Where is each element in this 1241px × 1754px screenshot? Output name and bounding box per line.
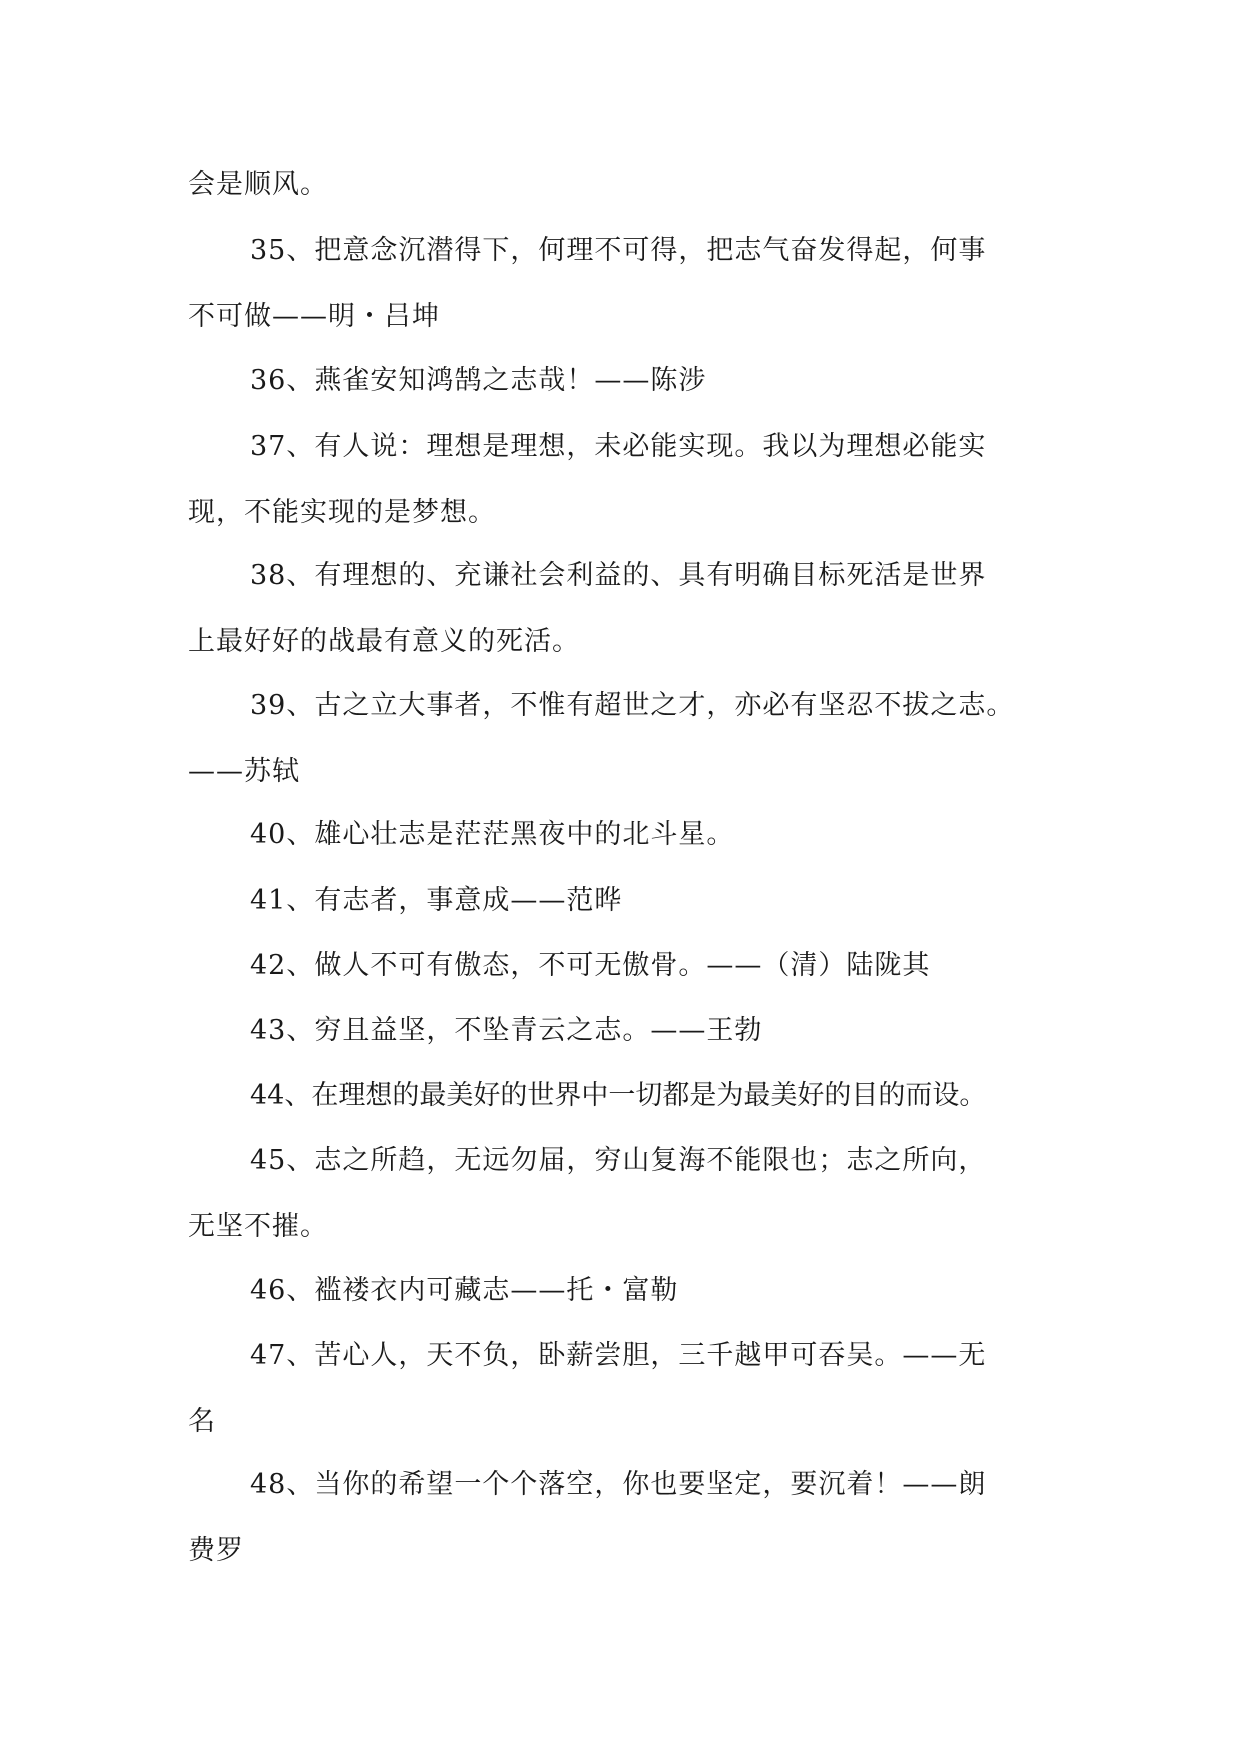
text-line: 37、有人说：理想是理想，未必能实现。我以为理想必能实 — [250, 431, 987, 462]
text-line: 38、有理想的、充谦社会利益的、具有明确目标死活是世界 — [250, 560, 987, 591]
text-line: 上最好好的战最有意义的死活。 — [188, 626, 580, 657]
quote-45 — [188, 1128, 1068, 1260]
quote-46 — [188, 1258, 1068, 1324]
quote-36 — [188, 348, 1068, 414]
quote-39 — [188, 673, 1068, 805]
quote-48 — [188, 1452, 1068, 1584]
quote-44 — [188, 1063, 1068, 1129]
text-line: 不可做——明・吕坤 — [188, 301, 440, 332]
quote-35 — [188, 218, 1068, 350]
quote-40 — [188, 802, 1068, 868]
text-line: 会是顺风。 — [188, 169, 328, 200]
text-line: 名 — [188, 1406, 216, 1437]
text-line: 45、志之所趋，无远勿届，穷山复海不能限也；志之所向， — [250, 1145, 987, 1176]
text-line: 40、雄心壮志是茫茫黑夜中的北斗星。 — [250, 819, 735, 850]
quote-38 — [188, 543, 1068, 675]
quote-43 — [188, 998, 1068, 1064]
text-line: 现，不能实现的是梦想。 — [188, 497, 496, 528]
paragraph-continuation — [188, 152, 1068, 218]
quote-41 — [188, 868, 1068, 934]
quote-47 — [188, 1323, 1068, 1455]
text-line: 39、古之立大事者，不惟有超世之才，亦必有坚忍不拔之志。 — [250, 690, 1015, 721]
text-line: 42、做人不可有傲态，不可无傲骨。——（清）陆陇其 — [250, 950, 931, 981]
text-line: 44、在理想的最美好的世界中一切都是为最美好的目的而设。 — [250, 1080, 987, 1111]
text-line: 35、把意念沉潜得下，何理不可得，把志气奋发得起，何事 — [250, 235, 987, 266]
text-line: 43、穷且益坚，不坠青云之志。——王勃 — [250, 1015, 763, 1046]
text-line: ——苏轼 — [188, 756, 300, 787]
text-line: 41、有志者，事意成——范晔 — [250, 885, 623, 916]
text-line: 47、苦心人，天不负，卧薪尝胆，三千越甲可吞吴。——无 — [250, 1340, 987, 1371]
quote-42 — [188, 933, 1068, 999]
text-line: 费罗 — [188, 1535, 244, 1566]
text-line: 无坚不摧。 — [188, 1211, 328, 1242]
text-line: 36、燕雀安知鸿鹄之志哉！——陈涉 — [250, 365, 707, 396]
text-line: 46、褴褛衣内可藏志——托・富勒 — [250, 1275, 679, 1306]
text-line: 48、当你的希望一个个落空，你也要坚定，要沉着！——朗 — [250, 1469, 987, 1500]
quote-37 — [188, 414, 1068, 546]
